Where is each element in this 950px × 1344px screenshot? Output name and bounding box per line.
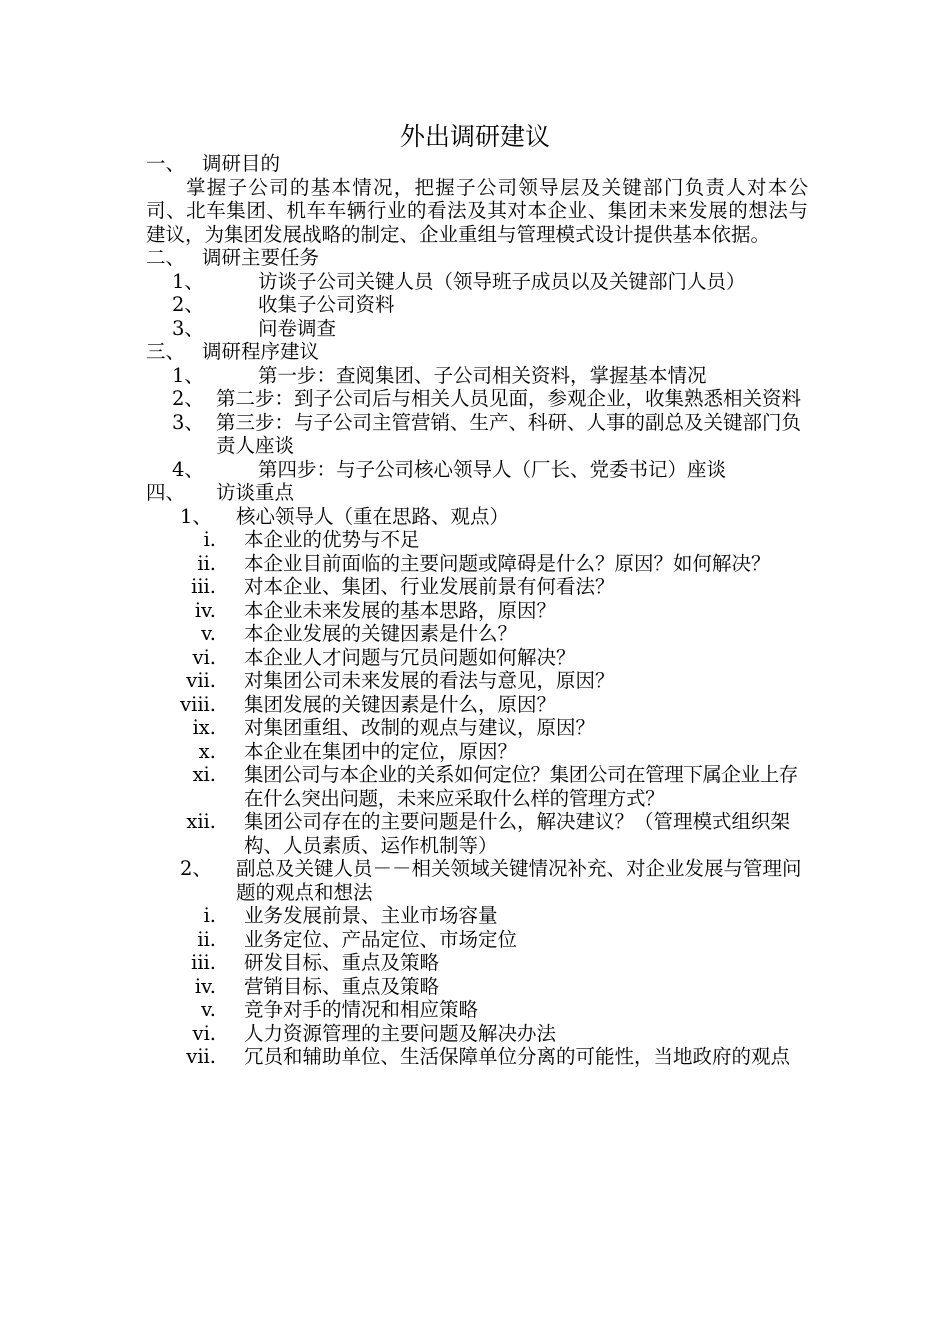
question-number: xii. <box>186 810 216 833</box>
question-item <box>146 998 808 1022</box>
question-text: 集团发展的关键因素是什么，原因？ <box>244 692 557 716</box>
list-item <box>146 411 808 458</box>
question-number: v. <box>201 622 216 645</box>
question-number: iv. <box>194 598 216 622</box>
group-title: 核心领导人（重在思路、观点） <box>236 504 510 528</box>
list-item-number: 3、 <box>172 316 204 340</box>
question-item <box>146 716 808 740</box>
question-number: vii. <box>186 669 216 692</box>
list-item-number: 2、 <box>172 293 204 316</box>
section-heading <box>146 481 808 505</box>
document-body <box>146 152 808 1069</box>
question-text: 人力资源管理的主要问题及解决办法 <box>244 1021 557 1045</box>
question-text: 研发目标、重点及策略 <box>244 951 440 974</box>
question-number: vi. <box>192 645 216 669</box>
question-text: 本企业的优势与不足 <box>244 528 420 551</box>
list-item <box>146 293 808 317</box>
group-title: 副总及关键人员－－相关领域关键情况补充、对企业发展与管理问题的观点和想法 <box>236 857 802 904</box>
question-text: 集团公司与本企业的关系如何定位？集团公司在管理下属企业上存在什么突出问题，未来应采取什么样的管理方式？ <box>244 763 798 810</box>
section-title: 访谈重点 <box>216 481 295 504</box>
section-heading <box>146 152 808 176</box>
question-item <box>146 552 808 576</box>
question-item <box>146 975 808 999</box>
question-number: iii. <box>191 951 216 974</box>
question-number: iii. <box>191 575 216 598</box>
list-item-number: 1、 <box>172 363 204 387</box>
section-number: 四、 <box>146 481 186 504</box>
question-text: 本企业目前面临的主要问题或障碍是什么？原因？如何解决？ <box>244 551 771 575</box>
section-heading <box>146 246 808 270</box>
question-text: 本企业在集团中的定位，原因？ <box>244 739 518 763</box>
question-text: 业务发展前景、主业市场容量 <box>244 904 498 927</box>
question-item <box>146 599 808 623</box>
question-number: ii. <box>197 927 216 951</box>
question-number: vii. <box>186 1045 216 1068</box>
question-item <box>146 575 808 599</box>
list-item <box>146 458 808 482</box>
question-text: 对集团重组、改制的观点与建议，原因？ <box>244 716 596 739</box>
list-item-text: 第一步：查阅集团、子公司相关资料，掌握基本情况 <box>258 363 707 387</box>
list-item-text: 第二步：到子公司后与相关人员见面，参观企业，收集熟悉相关资料 <box>216 387 802 410</box>
list-item <box>146 317 808 341</box>
question-text: 本企业人才问题与冗员问题如何解决？ <box>244 645 576 669</box>
question-text: 业务定位、产品定位、市场定位 <box>244 927 518 951</box>
question-text: 本企业未来发展的基本思路，原因？ <box>244 598 557 622</box>
interview-group <box>146 505 808 529</box>
question-item <box>146 810 808 857</box>
question-item <box>146 951 808 975</box>
question-item <box>146 928 808 952</box>
question-number: iv. <box>194 974 216 998</box>
group-number: 1、 <box>180 504 212 528</box>
question-item <box>146 904 808 928</box>
list-item <box>146 387 808 411</box>
question-number: vi. <box>192 1021 216 1045</box>
question-number: x. <box>198 739 216 763</box>
list-item <box>146 270 808 294</box>
list-item <box>146 364 808 388</box>
question-item <box>146 693 808 717</box>
question-number: ix. <box>192 716 216 739</box>
question-text: 本企业发展的关键因素是什么？ <box>244 622 518 645</box>
section-heading <box>146 340 808 364</box>
question-item <box>146 646 808 670</box>
document-title: 外出调研建议 <box>399 122 550 151</box>
section-title: 调研主要任务 <box>202 246 320 269</box>
question-number: i. <box>203 904 216 927</box>
section-number: 一、 <box>146 152 186 175</box>
list-item-text: 收集子公司资料 <box>258 293 395 316</box>
group-number: 2、 <box>180 857 212 880</box>
list-item-number: 4、 <box>172 457 204 481</box>
question-item <box>146 1022 808 1046</box>
list-item-number: 1、 <box>172 269 204 293</box>
question-text: 冗员和辅助单位、生活保障单位分离的可能性，当地政府的观点 <box>244 1045 791 1068</box>
question-text: 对本企业、集团、行业发展前景有何看法？ <box>244 575 615 598</box>
question-item <box>146 740 808 764</box>
question-item <box>146 669 808 693</box>
question-number: viii. <box>180 692 216 716</box>
question-item <box>146 763 808 810</box>
question-text: 竞争对手的情况和相应策略 <box>244 998 479 1021</box>
section-paragraph: 掌握子公司的基本情况，把握子公司领导层及关键部门负责人对本公司、北车集团、机车车辆行业的看法及其对本企业、集团未来发展的想法与建议，为集团发展战略的制定、企业重组与管理模式设计提供基本依据。 <box>146 175 808 246</box>
section-number: 二、 <box>146 246 186 269</box>
list-item-text: 访谈子公司关键人员（领导班子成员以及关键部门人员） <box>258 269 746 293</box>
list-item-text: 问卷调查 <box>258 316 337 340</box>
section-number: 三、 <box>146 340 186 363</box>
question-number: v. <box>201 998 216 1021</box>
question-number: xi. <box>192 763 216 786</box>
section-title: 调研目的 <box>202 152 281 175</box>
list-item-number: 3、 <box>172 410 204 434</box>
question-item <box>146 1045 808 1069</box>
question-item <box>146 622 808 646</box>
question-text: 集团公司存在的主要问题是什么，解决建议？（管理模式组织架构、人员素质、运作机制等） <box>244 810 791 857</box>
list-item-text: 第三步：与子公司主管营销、生产、科研、人事的副总及关键部门负责人座谈 <box>216 410 802 457</box>
question-item <box>146 528 808 552</box>
interview-group <box>146 857 808 904</box>
list-item-text: 第四步：与子公司核心领导人（厂长、党委书记）座谈 <box>258 457 727 481</box>
question-number: i. <box>203 528 216 551</box>
question-text: 对集团公司未来发展的看法与意见，原因？ <box>244 669 615 692</box>
question-number: ii. <box>197 551 216 575</box>
section-title: 调研程序建议 <box>202 340 320 363</box>
list-item-number: 2、 <box>172 387 204 410</box>
question-text: 营销目标、重点及策略 <box>244 974 440 998</box>
